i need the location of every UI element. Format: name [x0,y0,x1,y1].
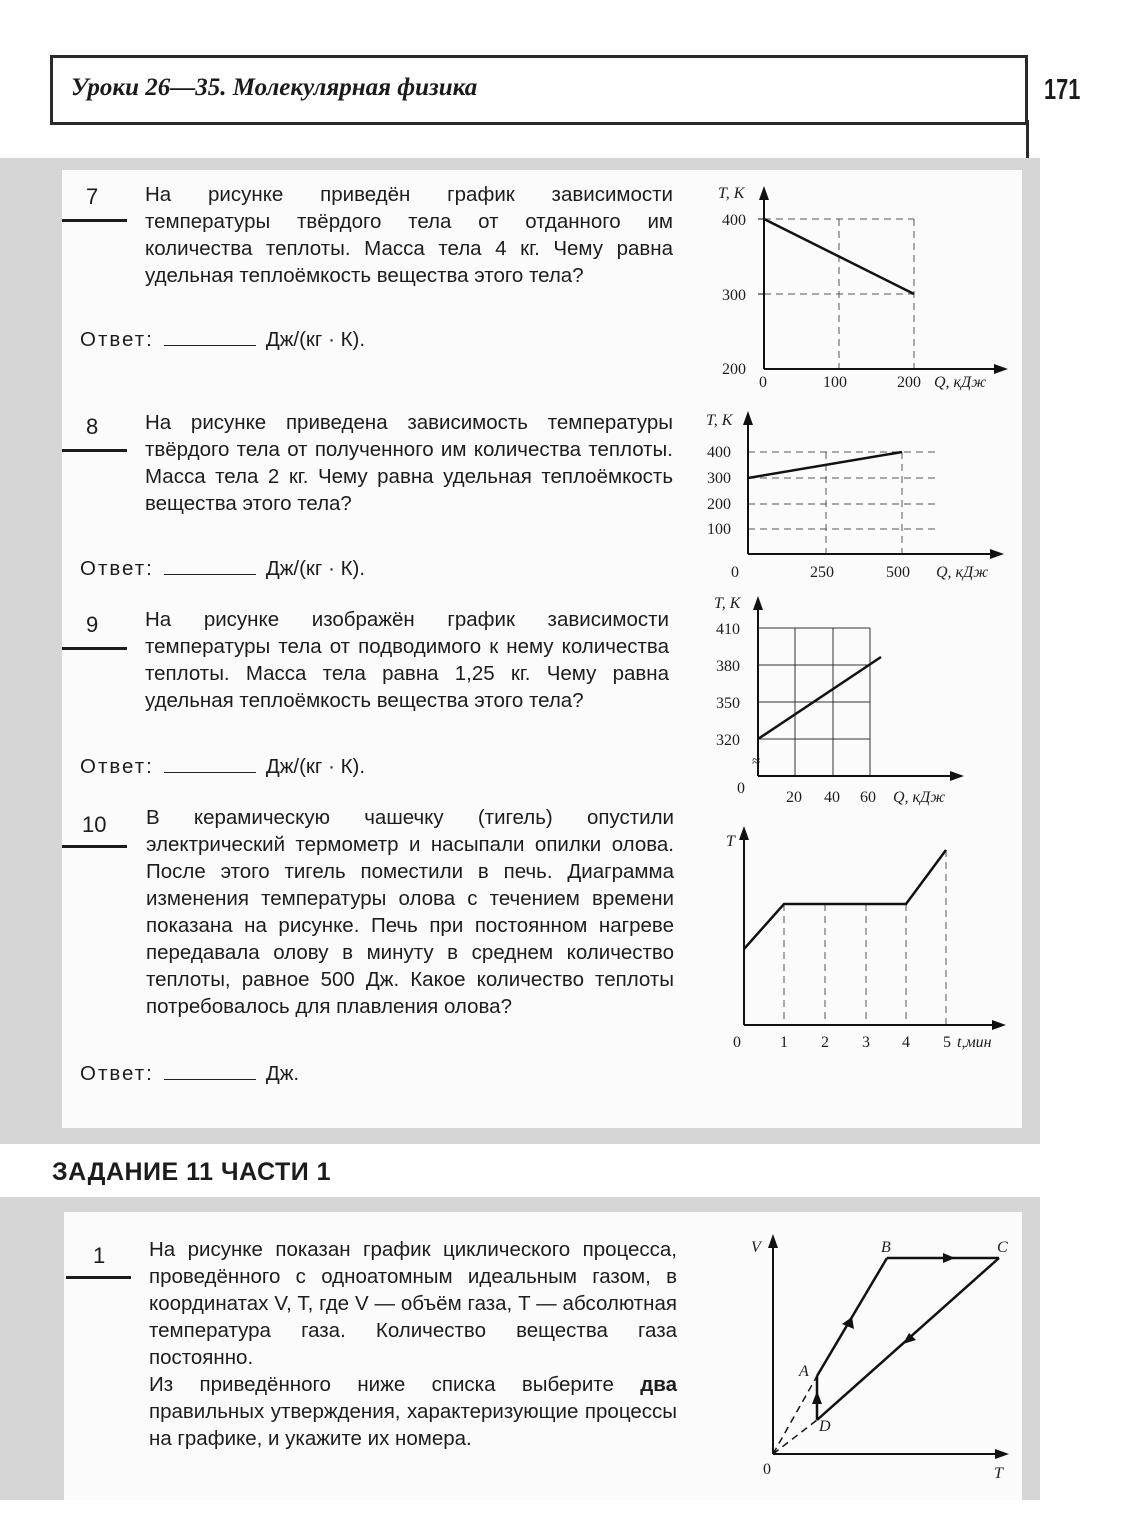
problem-10-rule [62,845,127,848]
data-line [744,850,946,949]
chapter-header [50,55,1028,125]
section-problem-number: 1 [93,1243,106,1268]
y-tick-label: 320 [716,732,740,749]
answer-blank[interactable] [164,771,256,773]
y-tick-label: 410 [716,621,740,638]
x-axis-label: t,мин [957,1034,992,1051]
problem-10-text: В керамическую чашечку (тигель) опустили электрический термометр и насыпали опилки олова. После этого тигель поместили в печь. Диаграмма изменения температуры олова с течением времени показана на рисунке. Печь при постоянном нагреве передавала олову в минуту в среднем количество теплоты, равное 500 Дж. Какое количество теплоты потребовалось для плавления олова? [146,806,674,1018]
x-tick-label: 0 [733,1034,741,1051]
y-axis-label: T, К [718,185,745,202]
y-tick-label: 100 [707,521,731,538]
y-tick-label: 200 [722,361,746,378]
x-tick-label: 60 [860,789,876,806]
y-axis-arrow-icon [768,1234,778,1248]
y-axis-arrow-icon [743,411,753,425]
x-axis-label: Q, кДж [934,374,987,391]
problem-8-rule [62,449,127,452]
x-tick-label: 40 [824,789,840,806]
y-tick-label: 300 [707,470,731,487]
x-tick-label: 4 [902,1034,910,1051]
axis-break-icon: ≈ [752,754,761,770]
problem-8-answer [80,557,365,581]
problem-9-number: 9 [86,612,99,637]
problem-10-graph [700,820,1020,1055]
point-label-B: B [881,1239,891,1256]
y-axis-arrow-icon [759,186,769,200]
x-tick-label: 5 [943,1034,951,1051]
y-tick-label: 380 [716,658,740,675]
data-line [748,452,902,478]
y-axis-label: T, К [706,412,733,429]
answer-unit: Дж/(кг · К). [265,328,366,351]
y-tick-label: 300 [722,287,746,304]
x-tick-label: 250 [810,564,834,581]
x-tick-label: 2 [821,1034,829,1051]
x-axis-label: Q, кДж [893,789,946,806]
x-axis-arrow-icon [990,549,1004,559]
x-axis-label: T [994,1465,1003,1482]
arrow-DA-icon [812,1391,822,1404]
section-problem-graph [745,1228,1025,1488]
point-label-C: C [997,1239,1008,1256]
x-tick-label: 20 [786,789,802,806]
y-tick-label: 200 [707,496,731,513]
section-problem-rule [66,1276,131,1279]
problem-9-text: На рисунке изображён график зависимости температуры тела от подводимого к нему количества теплоты. Масса тела равна 1,25 кг. Чему равна удельная теплоёмкость вещества этого тела? [145,608,669,712]
y-axis-arrow-icon [739,826,749,840]
answer-unit: Дж/(кг · К). [265,557,366,580]
answer-label: Ответ: [80,557,154,580]
page-number: 171 [1044,74,1081,106]
answer-label: Ответ: [80,328,154,351]
x-tick-label: 0 [759,374,767,391]
arrow-BC-icon [943,1253,955,1263]
problem-7-rule [62,219,127,222]
problem-7-number: 7 [86,184,99,209]
x-tick-label: 500 [886,564,910,581]
problem-8-graph [700,405,1020,585]
x-axis-arrow-icon [992,1020,1006,1030]
chapter-title: Уроки 26—35. Молекулярная физика [71,74,478,101]
x-tick-label: 3 [862,1034,870,1051]
y-axis-label: T [726,833,735,850]
x-tick-label: 100 [823,374,847,391]
answer-unit: Дж/(кг · К). [265,755,366,778]
origin-label: 0 [763,1461,771,1478]
x-axis-arrow-icon [950,771,964,781]
y-axis-label: V [751,1239,761,1256]
x-tick-label: 0 [737,780,745,797]
x-axis-label: Q, кДж [936,564,989,581]
problem-10-number: 10 [82,812,107,837]
arrow-AB-icon [842,1317,854,1329]
answer-label: Ответ: [80,1062,154,1085]
problem-7-text: На рисунке приведён график зависимости температуры твёрдого тела от отданного им количества теплоты. Масса тела 4 кг. Чему равна удельная теплоёмкость вещества этого тела? [145,183,673,287]
data-line [758,657,881,739]
problem-8-text: На рисунке приведена зависимость температуры твёрдого тела от полученного им количества теплоты. Масса тела 2 кг. Чему равна удельная теплоёмкость вещества этого тела? [145,411,673,515]
answer-blank[interactable] [164,344,256,346]
problem-7-answer [80,328,365,352]
x-tick-label: 1 [780,1034,788,1051]
answer-label: Ответ: [80,755,154,778]
y-axis-arrow-icon [753,596,763,610]
problem-10-answer [80,1062,299,1086]
answer-blank[interactable] [164,573,256,575]
x-tick-label: 0 [731,564,739,581]
answer-blank[interactable] [164,1078,256,1080]
section-heading: ЗАДАНИЕ 11 ЧАСТИ 1 [52,1158,332,1186]
y-tick-label: 350 [716,695,740,712]
point-label-D: D [819,1418,831,1435]
y-tick-label: 400 [722,212,746,229]
y-axis-label: T, К [714,595,741,612]
section-problem-paragraph-1: На рисунке показан график циклического процесса, проведённого с одноатомным идеальным газом, в координатах V, T, где V — объём газа, T — абсолютная температура газа. Количество вещества газа постоянно. [149,1238,677,1369]
problem-7-graph [700,180,1020,395]
y-tick-label: 400 [707,444,731,461]
answer-unit: Дж. [265,1062,300,1085]
problem-9-rule [62,647,127,650]
problem-9-answer [80,755,365,779]
problem-8-number: 8 [86,414,99,439]
x-axis-arrow-icon [995,1449,1009,1459]
x-tick-label: 200 [897,374,921,391]
problem-9-graph [700,590,980,810]
x-axis-arrow-icon [994,364,1008,374]
point-label-A: A [799,1363,809,1380]
section-problem-paragraph-2: Из приведённого ниже списка выберите два правильных утверждения, характеризующие процессы на графике, и укажите их номера. [149,1373,677,1450]
section-problem-text [149,1236,677,1452]
header-divider [1026,120,1029,162]
